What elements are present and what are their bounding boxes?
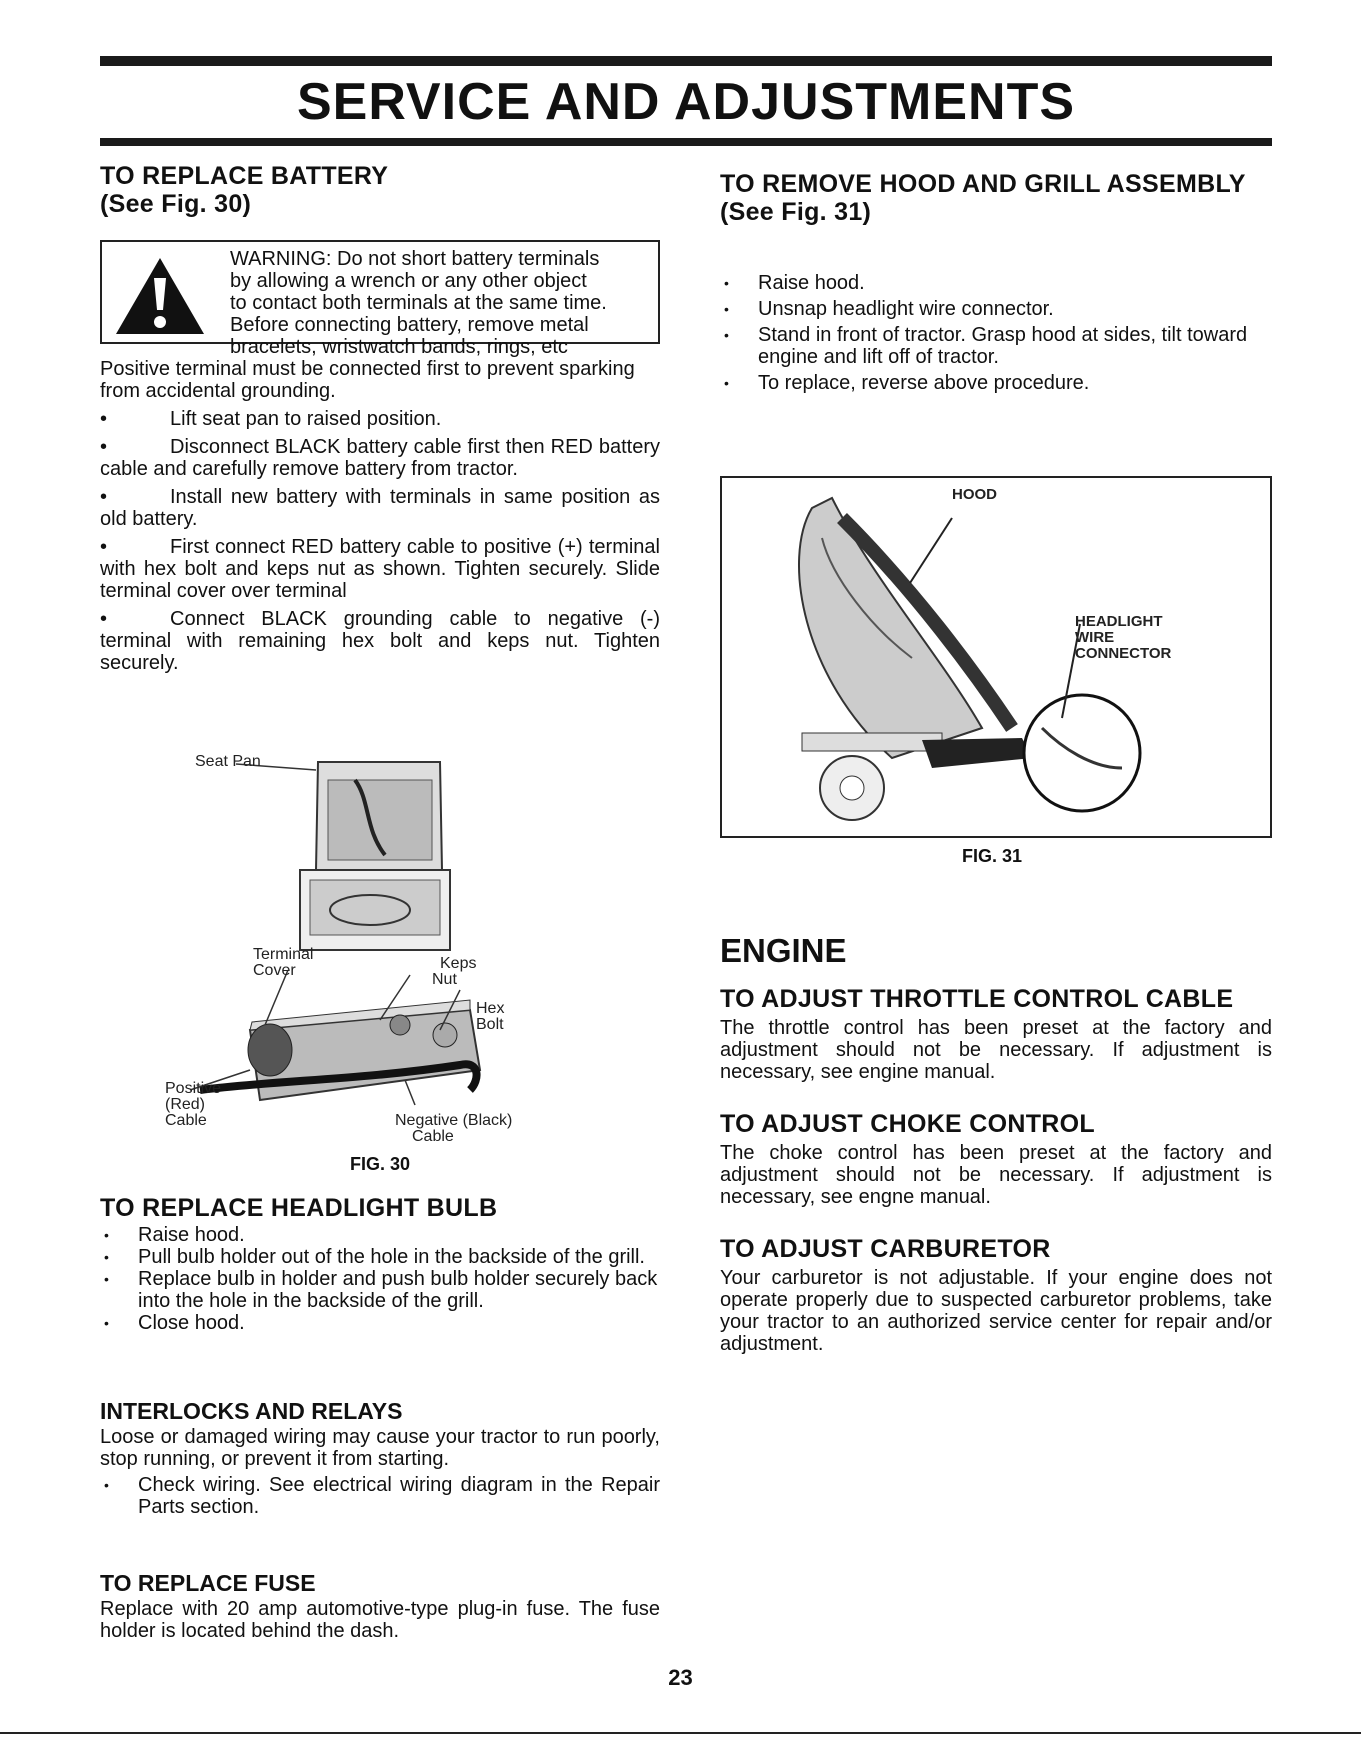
fuse-heading: TO REPLACE FUSE: [100, 1570, 316, 1596]
label-headlight: HEADLIGHT: [1075, 613, 1163, 630]
label-bolt: Bolt: [476, 1016, 504, 1033]
warning-line: bracelets, wristwatch bands, rings, etc: [230, 336, 568, 358]
fig31-illustration: [722, 478, 1270, 836]
headlight-section: [100, 1194, 660, 1334]
header-bottom-rule: [100, 138, 1272, 146]
label-seat-pan: Seat Pan: [195, 753, 261, 770]
label-cover: Cover: [253, 962, 296, 979]
fig31-frame: [720, 476, 1272, 838]
hood-subheading: (See Fig. 31): [720, 198, 872, 226]
headlight-item: • Replace bulb in holder and push bulb holder securely back into the hole in the backside of the grill.: [100, 1268, 660, 1312]
throttle-section: [720, 985, 1272, 1083]
label-keps: Keps: [440, 955, 477, 972]
label-terminal: Terminal: [253, 946, 314, 963]
warning-line: WARNING: Do not short battery terminals: [230, 248, 600, 270]
fig30-illustration: [140, 760, 600, 1160]
hood-heading: TO REMOVE HOOD AND GRILL ASSEMBLY: [720, 170, 1246, 198]
throttle-text: The throttle control has been preset at the factory and adjustment should not be necessary. If adjustment is necessary, see engine manual.: [720, 1017, 1272, 1083]
label-wire: WIRE: [1075, 629, 1115, 646]
choke-heading: TO ADJUST CHOKE CONTROL: [720, 1110, 1095, 1138]
warning-text: [230, 248, 648, 358]
interlocks-text: Loose or damaged wiring may cause your tractor to run poorly, stop running, or prevent it from starting.: [100, 1426, 660, 1470]
label-connector: CONNECTOR: [1075, 645, 1172, 662]
interlocks-item: • Check wiring. See electrical wiring diagram in the Repair Parts section.: [100, 1474, 660, 1518]
hood-item: • To replace, reverse above procedure.: [720, 372, 1272, 394]
interlocks-heading: INTERLOCKS AND RELAYS: [100, 1398, 403, 1424]
label-hood: HOOD: [952, 486, 997, 503]
warning-line: Before connecting battery, remove metal: [230, 314, 589, 336]
choke-section: [720, 1110, 1272, 1208]
battery-step-text: First connect RED battery cable to positive (+) terminal with hex bolt and keps nut as shown. Tighten securely. Slide terminal cover over terminal: [100, 536, 660, 602]
carb-heading: TO ADJUST CARBURETOR: [720, 1235, 1051, 1263]
battery-heading-block: [100, 162, 660, 218]
warning-line: by allowing a wrench or any other object: [230, 270, 587, 292]
label-positive: Positive: [165, 1080, 222, 1097]
choke-text: The choke control has been preset at the factory and adjustment should not be necessary. If adjustment is necessary, see engne manual.: [720, 1142, 1272, 1208]
carb-text: Your carburetor is not adjustable. If your engine does not operate properly due to suspected carburetor problems, take your tractor to an authorized service center for repair and/or adjustment.: [720, 1267, 1272, 1355]
battery-heading: TO REPLACE BATTERY: [100, 162, 389, 190]
battery-drawing: [190, 970, 480, 1105]
label-hex: Hex: [476, 1000, 505, 1017]
fig31-caption: FIG. 31: [962, 846, 1023, 866]
interlocks-section: [100, 1398, 660, 1518]
warning-icon: [114, 256, 206, 336]
warning-line: to contact both terminals at the same time.: [230, 292, 607, 314]
battery-step: • Lift seat pan to raised position.: [100, 408, 442, 430]
hood-heading-block: [720, 170, 1272, 226]
hood-item: • Unsnap headlight wire connector.: [720, 298, 1272, 320]
fig30-caption: FIG. 30: [350, 1154, 411, 1174]
engine-section: [720, 932, 1272, 970]
header-top-rule: [100, 56, 1272, 66]
seat-pan-drawing: [236, 762, 450, 950]
footer-rule: [0, 1732, 1361, 1734]
hood-item: • Raise hood.: [720, 272, 1272, 294]
headlight-item: • Pull bulb holder out of the hole in the backside of the grill.: [100, 1246, 660, 1268]
battery-step: • Install new battery with terminals in same position as old battery.: [100, 486, 660, 530]
fuse-section: [100, 1570, 660, 1642]
label-cable: Cable: [165, 1112, 207, 1129]
page-number: 23: [668, 1665, 693, 1690]
fuse-text: Replace with 20 amp automotive-type plug-in fuse. The fuse holder is located behind the dash.: [100, 1598, 660, 1642]
headlight-item: • Close hood.: [100, 1312, 660, 1334]
battery-step: • Connect BLACK grounding cable to negative (-) terminal with remaining hex bolt and keps nut. Tighten securely.: [100, 608, 660, 674]
hood-steps: [720, 272, 1272, 394]
battery-subheading: (See Fig. 30): [100, 190, 252, 218]
battery-step-text: Disconnect BLACK battery cable first then RED battery cable and carefully remove battery from tractor.: [100, 436, 660, 480]
headlight-heading: TO REPLACE HEADLIGHT BULB: [100, 1194, 498, 1222]
page-title: SERVICE AND ADJUSTMENTS: [296, 73, 1076, 131]
label-red: (Red): [165, 1096, 206, 1113]
battery-step-text: Install new battery with terminals in same position as old battery.: [100, 486, 660, 530]
hood-item: • Stand in front of tractor. Grasp hood at sides, tilt toward engine and lift off of tractor.: [720, 324, 1272, 368]
battery-step: • First connect RED battery cable to positive (+) terminal with hex bolt and keps nut as shown. Tighten securely. Slide terminal cover over terminal: [100, 536, 660, 602]
engine-heading: ENGINE: [720, 932, 847, 969]
label-cable-2: Cable: [412, 1128, 454, 1145]
battery-body: [100, 358, 660, 674]
battery-intro: Positive terminal must be connected first to prevent sparking from accidental grounding.: [100, 358, 635, 402]
label-nut: Nut: [432, 971, 457, 988]
label-negative: Negative (Black): [395, 1112, 513, 1129]
warning-box: [100, 240, 660, 358]
battery-step: • Disconnect BLACK battery cable first then RED battery cable and carefully remove battery from tractor.: [100, 436, 660, 480]
headlight-item: • Raise hood.: [100, 1224, 660, 1246]
carb-section: [720, 1235, 1272, 1355]
battery-step-text: Lift seat pan to raised position.: [170, 408, 442, 430]
battery-step-text: Connect BLACK grounding cable to negative (-) terminal with remaining hex bolt and keps nut. Tighten securely.: [100, 608, 660, 674]
throttle-heading: TO ADJUST THROTTLE CONTROL CABLE: [720, 985, 1234, 1013]
